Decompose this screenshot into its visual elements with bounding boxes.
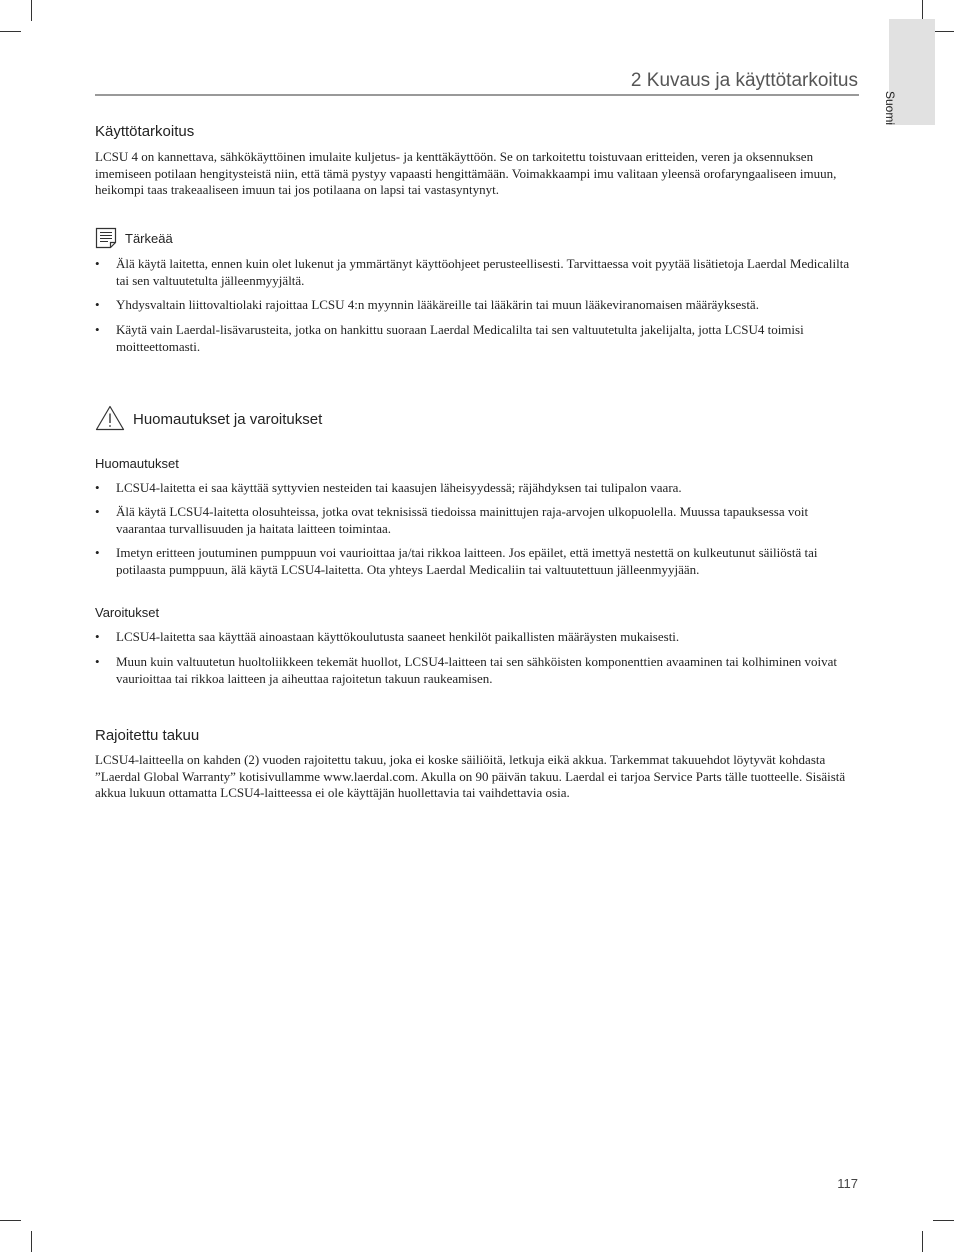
page-number: 117 — [837, 1176, 858, 1191]
warning-item: • LCSU4-laitetta saa käyttää ainoastaan käyttökoulutusta saaneet henkilöt paikallisten määräysten mukaisesti. — [95, 629, 680, 644]
bullet: • — [95, 545, 100, 560]
warning-item: • Muun kuin valtuutetun huoltoliikkeen tekemät huollot, LCSU4-laitteen tai sen sähköisten komponenttien avaaminen tai kolhiminen voivat vaurioittaa tai rikkoa laitteen ja aiheuttaa rajoitetun takuun raukeamisen. — [95, 654, 838, 686]
crop-mark — [933, 31, 954, 32]
header-rule — [95, 94, 859, 96]
warnings-title: Huomautukset ja varoitukset — [133, 411, 323, 428]
important-item: • Yhdysvaltain liittovaltiolaki rajoittaa LCSU 4:n myynnin lääkäreille tai lääkärin tai muun lääkeviranomaisen määräyksestä. — [95, 297, 759, 312]
bullet: • — [95, 256, 100, 271]
crop-mark — [922, 1231, 923, 1252]
caution-item: • Imetyn eritteen joutuminen pumppuun voi vaurioittaa ja/tai rikkoa laitteen. Jos epäilet, että imettyä nestettä on kulkeutunut säiliöstä tai potilaasta pumppuun, älä käytä LCSU4-laitetta. Ota yhteys Laerdal Medicaliin tai valtuutettuun jälleenmyyjään. — [95, 545, 818, 577]
warranty-body: LCSU4-laitteella on kahden (2) vuoden rajoitettu takuu, joka ei koske säiliöitä, letkuja eikä akkua. Tarkemmat takuuehdot löytyvät kohdasta ”Laerdal Global Warranty” kotisivullamme www.laerdal.com. Akulla on 90 päivän takuu. Laerdal ei tarjoa Service Parts tälle tuotteelle. Sisäistä akkua lukuun ottamatta LCSU4-laitteessa ei ole käyttäjän huollettavia tai vaihdettavia osia. — [95, 752, 846, 801]
bullet: • — [95, 504, 100, 519]
bullet: • — [95, 297, 100, 312]
warranty-heading: Rajoitettu takuu — [95, 727, 200, 744]
intended-use-body: LCSU 4 on kannettava, sähkökäyttöinen imulaite kuljetus- ja kenttäkäyttöön. Se on tarkoitettu toistuvaan eritteiden, veren ja oksennuksen imemiseen potilaan hengitysteistä niin, että tämä pystyy vapaasti hengittämään. Voimakkaampi imu valitaan yleensä orofaryngaaliseen imuun, heikompi taas trakeaaliseen imuun tai jos potilaana on lapsi tai vastasyntynyt. — [95, 149, 837, 198]
crop-mark — [0, 31, 21, 32]
bullet: • — [95, 322, 100, 337]
intended-use-heading: Käyttötarkoitus — [95, 123, 195, 140]
bullet: • — [95, 654, 100, 669]
important-item: • Käytä vain Laerdal-lisävarusteita, jotka on hankittu suoraan Laerdal Medicalilta tai sen valtuutetulta jakelijalta, jotta LCSU4 toimisi moitteettomasti. — [95, 322, 804, 354]
cautions-heading: Huomautukset — [95, 456, 179, 471]
note-icon — [95, 227, 117, 249]
warning-triangle-icon — [95, 405, 125, 431]
bullet: • — [95, 480, 100, 495]
language-label: Suomi — [883, 91, 897, 126]
crop-mark — [922, 0, 923, 21]
caution-item: • LCSU4-laitetta ei saa käyttää syttyvien nesteiden tai kaasujen läheisyydessä; räjähdyksen tai tulipalon vaara. — [95, 480, 682, 495]
caution-item: • Älä käytä LCSU4-laitetta olosuhteissa, jotka ovat teknisissä tiedoissa mainittujen raja-arvojen ulkopuolella. Muussa tapauksessa voit vaarantaa turvallisuuden ja haitata laitteen toimintaa. — [95, 504, 809, 536]
chapter-title: 2 Kuvaus ja käyttötarkoitus — [630, 70, 858, 91]
important-item: • Älä käytä laitetta, ennen kuin olet lukenut ja ymmärtänyt käyttöohjeet perusteellisesti. Tarvittaessa voit pyytää lisätietoja Laerdal Medicalilta tai sen valtuutetulta jälleenmyyjältä. — [95, 256, 850, 288]
language-side-tab — [883, 19, 935, 126]
crop-mark — [31, 1231, 32, 1252]
warnings-heading: Varoitukset — [95, 605, 160, 620]
important-label: Tärkeää — [125, 231, 173, 246]
crop-mark — [933, 1220, 954, 1221]
crop-mark — [31, 0, 32, 21]
bullet: • — [95, 629, 100, 644]
crop-mark — [0, 1220, 21, 1221]
